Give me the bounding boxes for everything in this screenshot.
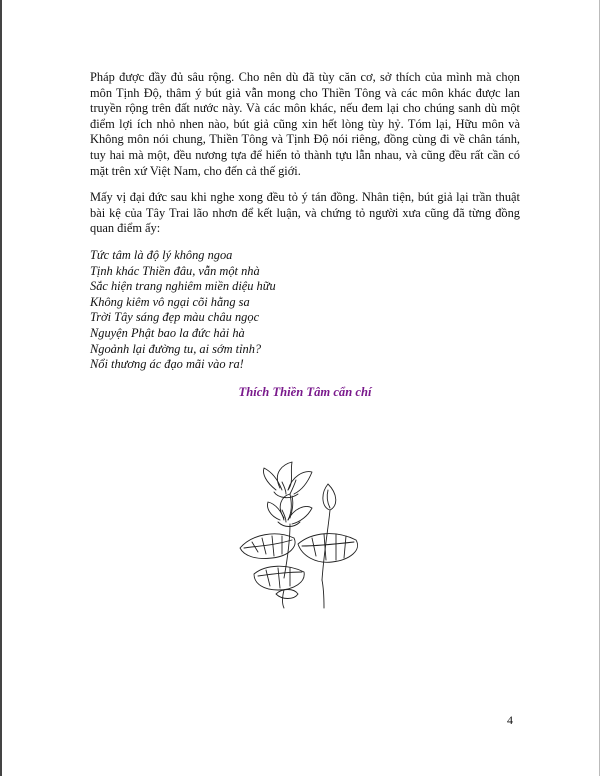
paragraph-2: Mấy vị đại đức sau khi nghe xong đều tỏ ý tán đồng. Nhân tiện, bút giả lại trần thuật bài kệ của Tây Trai lão nhơn để kết luận, và chứng tỏ người xưa cũng đã từng đồng quan điểm ấy: [90,190,520,236]
lotus-flower-icon [232,460,372,610]
poem-line: Không kiêm vô ngại cõi hằng sa [90,294,250,309]
poem-line: Trời Tây sáng đẹp màu châu ngọc [90,310,260,325]
poem-line: Sắc hiện trang nghiêm miền diệu hữu [90,279,276,294]
page-content [90,70,520,400]
page-border-left [0,0,2,776]
page-number: 4 [507,713,513,727]
paragraph-1: Pháp được đầy đủ sâu rộng. Cho nên dù đã tùy căn cơ, sở thích của mình mà chọn môn Tịnh Độ, thâm ý bút giả vẫn mong cho Thiền Tông và các môn khác được lan truyền rộng trên đất nước này. Và các môn khác, nếu đem lại cho chúng sanh dù một điểm lợi ích nhỏ nhen nào, bút giả cũng xin hết lòng tùy hỷ. Tóm lại, Hữu môn và Không môn nói chung, Thiền Tông và Tịnh Độ nói riêng, đồng cùng đi về chân tánh, tuy hai mà một, đều nương tựa để hiển tỏ thành tựu lẫn nhau, và cũng đều rất cần có mặt trên xứ Việt Nam, cho đến cả thế giới. [90,70,520,178]
poem-line: Nổi thương ác đạo mãi vào ra! [90,357,244,372]
poem-line: Ngoảnh lại đường tu, ai sớm tỉnh? [90,341,262,356]
signature: Thích Thiền Tâm cẩn chí [238,384,372,399]
poem-line: Tịnh khác Thiền đâu, vẫn một nhà [90,263,260,278]
poem-line: Nguyện Phật bao la đức hải hà [90,325,245,340]
poem-line: Tức tâm là độ lý không ngoa [90,247,233,262]
poem [90,248,520,373]
